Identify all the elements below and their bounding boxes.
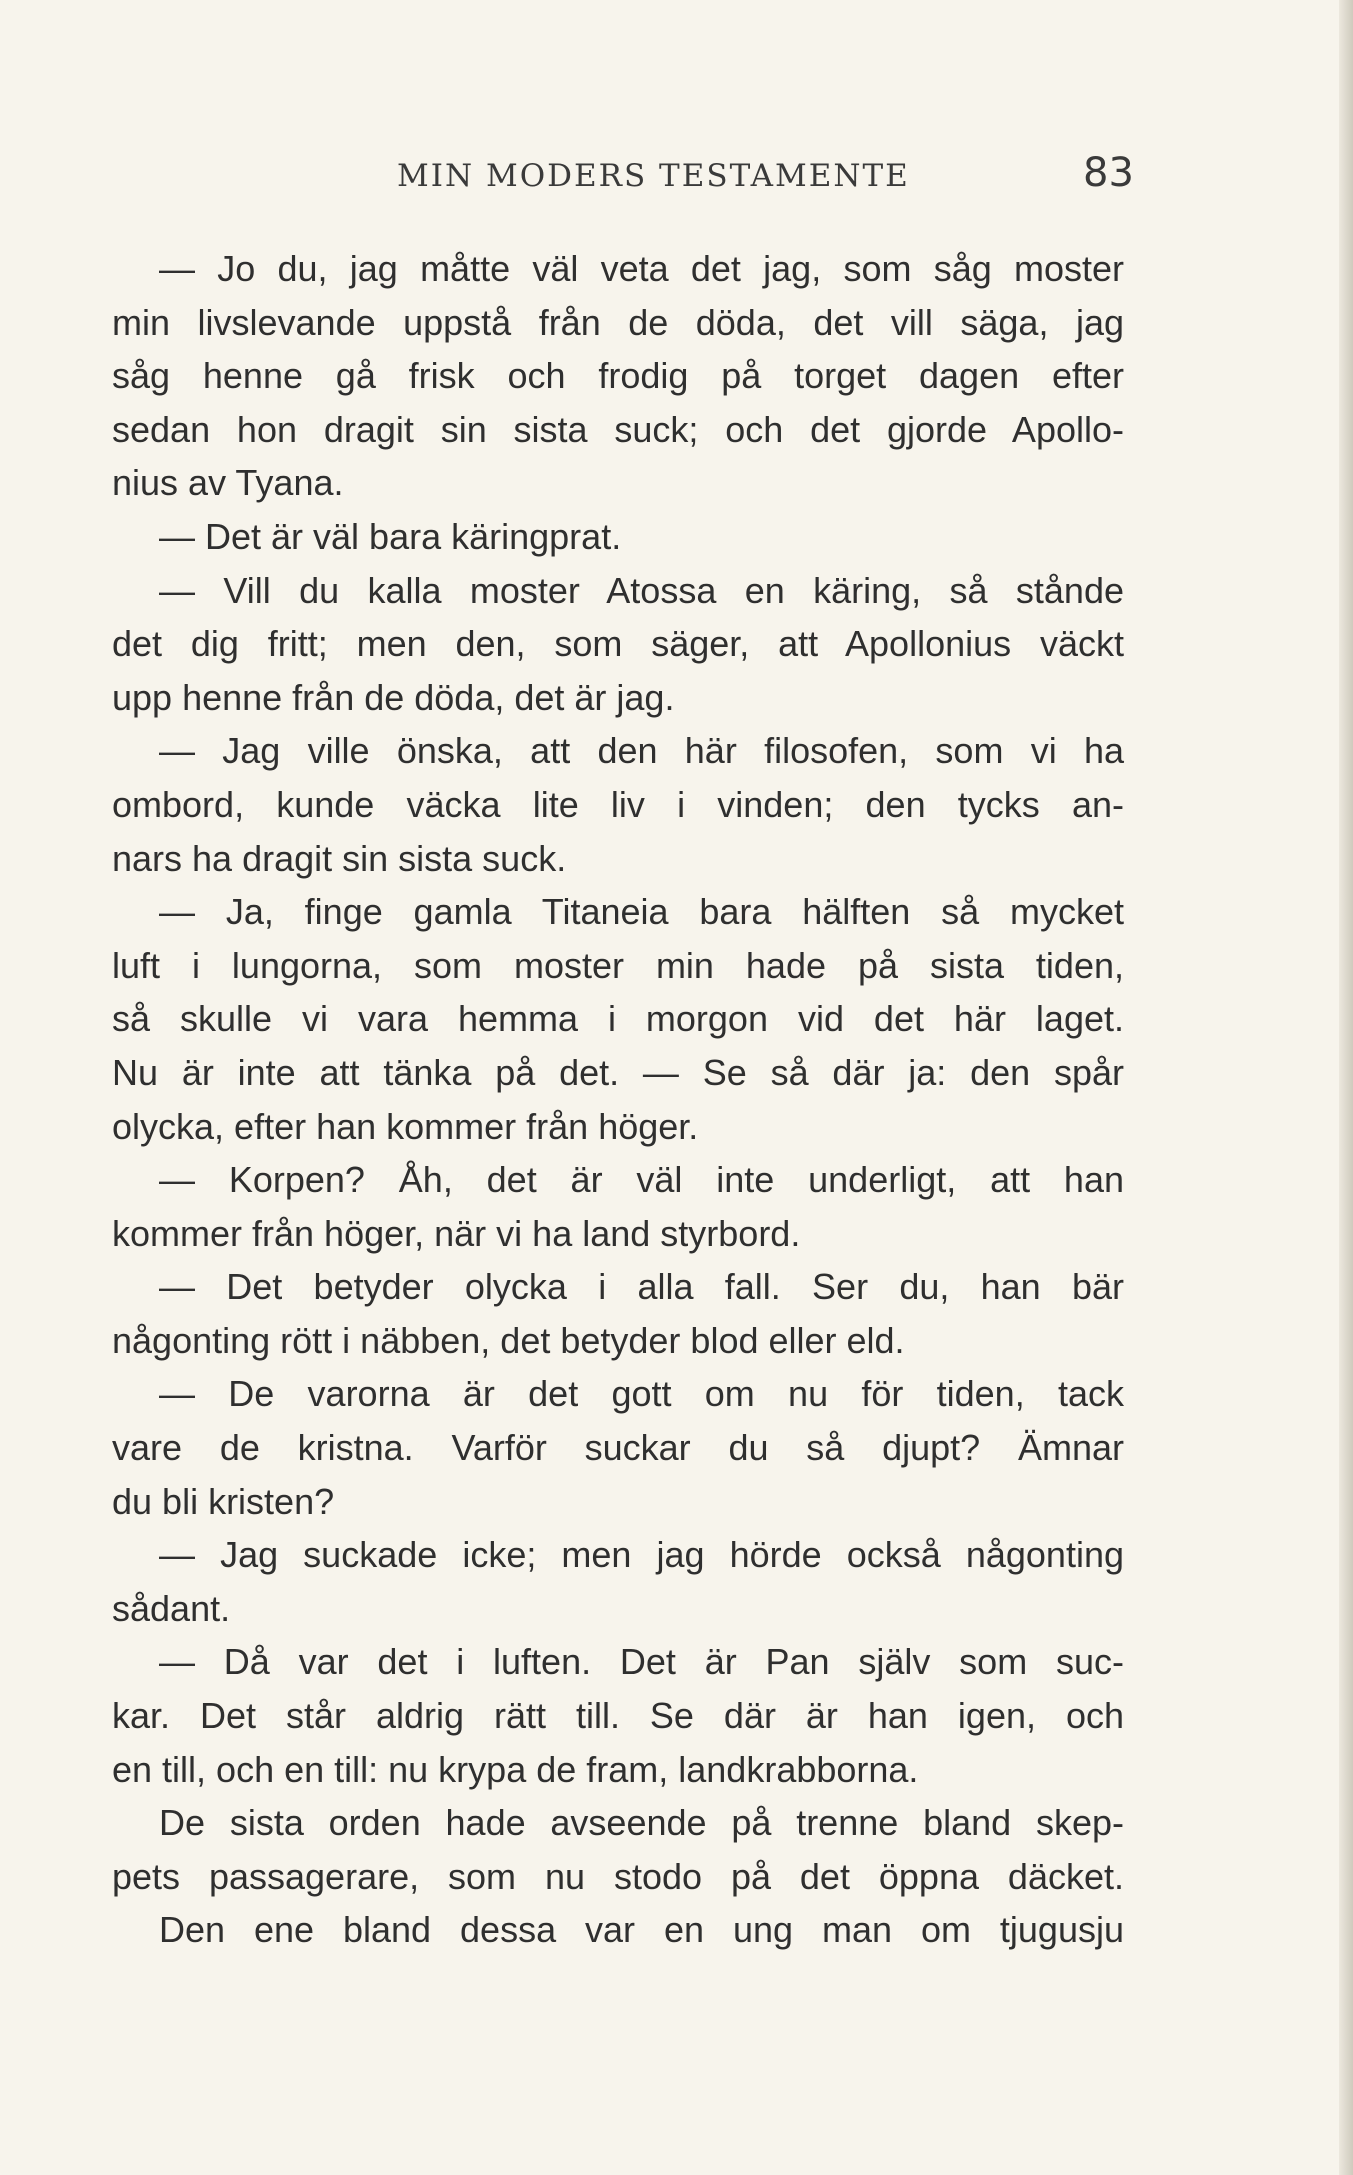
text-line: luft i lungorna, som moster min hade på sista tiden, <box>112 944 1124 986</box>
text-line: — Korpen? Åh, det är väl inte underligt, att han <box>159 1159 1124 1201</box>
text-line: — Jag suckade icke; men jag hörde också någonting <box>159 1534 1124 1576</box>
text-line: — Ja, finge gamla Titaneia bara hälften så mycket <box>159 891 1124 933</box>
text-line: pets passagerare, som nu stodo på det öppna däcket. <box>112 1855 1124 1897</box>
text-line: såg henne gå frisk och frodig på torget dagen efter <box>112 355 1124 397</box>
page-edge-shadow <box>1339 0 1353 2175</box>
text-line: det dig fritt; men den, som säger, att Apollonius väckt <box>112 623 1124 665</box>
text-line: — Jag ville önska, att den här filosofen, som vi ha <box>159 730 1124 772</box>
text-line: — Vill du kalla moster Atossa en käring, så stånde <box>159 569 1124 611</box>
text-line: Den ene bland dessa var en ung man om tjugusju <box>159 1909 1124 1951</box>
text-line: du bli kristen? <box>112 1480 335 1522</box>
text-line: vare de kristna. Varför suckar du så djupt? Ämnar <box>112 1427 1124 1469</box>
text-line: olycka, efter han kommer från höger. <box>112 1105 699 1147</box>
text-line: nius av Tyana. <box>112 462 344 504</box>
text-line: — Då var det i luften. Det är Pan själv som suc- <box>159 1641 1124 1683</box>
text-line: min livslevande uppstå från de döda, det vill säga, jag <box>112 301 1124 343</box>
text-line: så skulle vi vara hemma i morgon vid det här laget. <box>112 998 1124 1040</box>
page-number: 83 <box>1083 150 1134 196</box>
text-line: kar. Det står aldrig rätt till. Se där är han igen, och <box>112 1695 1124 1737</box>
text-line: — De varorna är det gott om nu för tiden, tack <box>159 1373 1124 1415</box>
text-line: ombord, kunde väcka lite liv i vinden; den tycks an- <box>112 783 1124 825</box>
text-line: — Det betyder olycka i alla fall. Ser du, han bär <box>159 1266 1124 1308</box>
text-line: — Jo du, jag måtte väl veta det jag, som såg moster <box>159 248 1124 289</box>
text-line: nars ha dragit sin sista suck. <box>112 837 567 879</box>
text-line: Nu är inte att tänka på det. — Se så där ja: den spår <box>112 1051 1124 1093</box>
text-line: upp henne från de döda, det är jag. <box>112 676 675 718</box>
text-line: — Det är väl bara käringprat. <box>159 515 622 557</box>
text-line: någonting rött i näbben, det betyder blod eller eld. <box>112 1319 905 1361</box>
text-line: De sista orden hade avseende på trenne bland skep- <box>159 1802 1124 1844</box>
text-line: kommer från höger, när vi ha land styrbord. <box>112 1212 801 1254</box>
text-line: sådant. <box>112 1587 231 1629</box>
text-line: sedan hon dragit sin sista suck; och det gjorde Apollo- <box>112 408 1124 450</box>
text-line: en till, och en till: nu krypa de fram, landkrabborna. <box>112 1748 919 1790</box>
body-text <box>112 242 1124 1957</box>
running-title: MIN MODERS TESTAMENTE <box>397 158 910 194</box>
